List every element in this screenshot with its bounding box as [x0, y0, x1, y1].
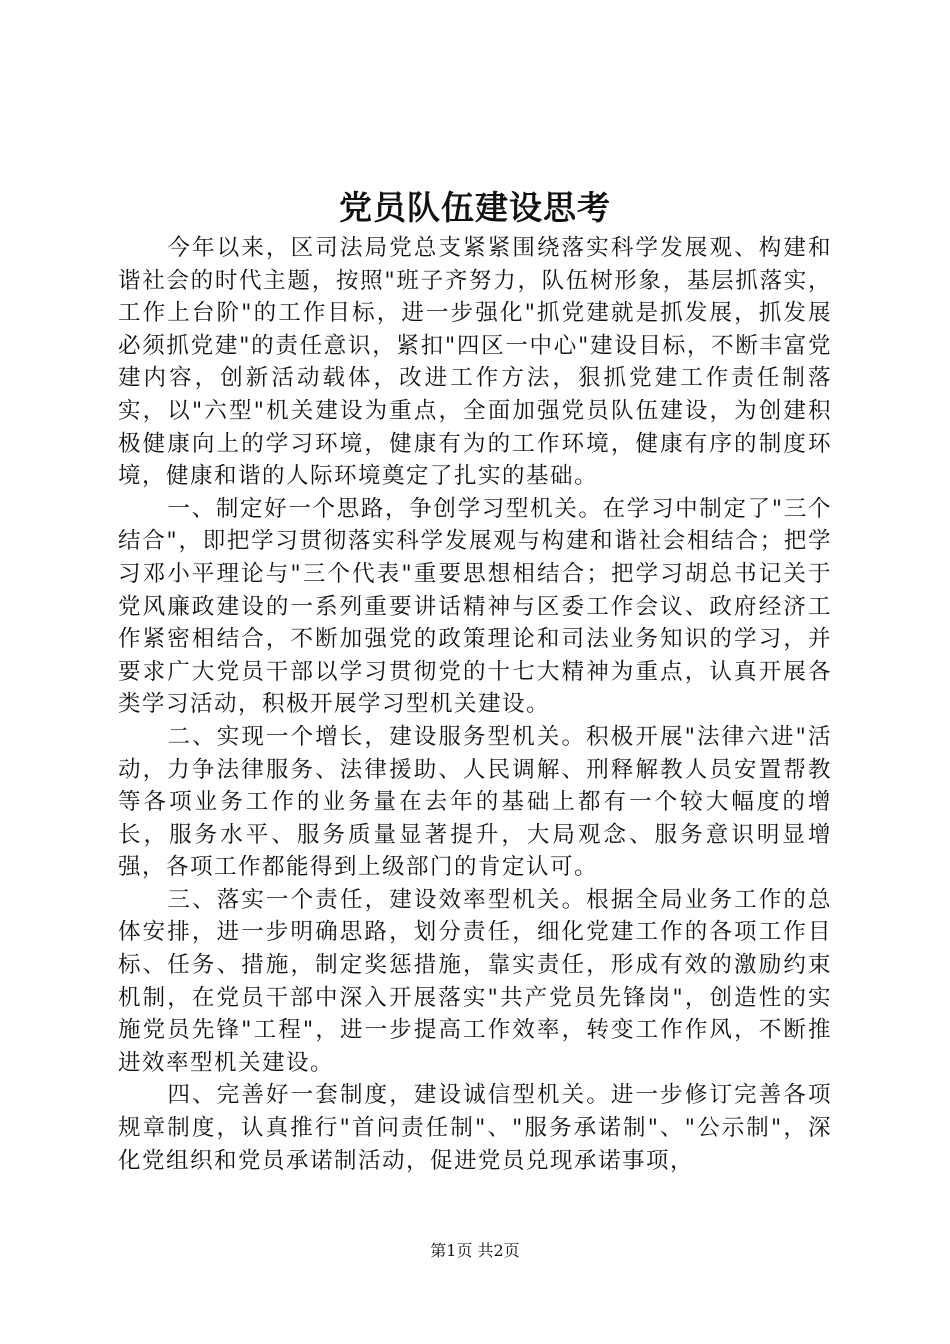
section-three-paragraph: 三、落实一个责任，建设效率型机关。根据全局业务工作的总体安排，进一步明确思路，划分责任，细化党建工作的各项工作目标、任务、措施，制定奖惩措施，靠实责任，形成有效的激励约束机制，在党员干部中深入开展落实"共产党员先锋岗"，创造性的实施党员先锋"工程"，进一步提高工作效率，转变工作作风，不断推进效率型机关建设。 — [118, 886, 832, 1076]
section-two-paragraph: 二、实现一个增长，建设服务型机关。积极开展"法律六进"活动，力争法律服务、法律援助、人民调解、刑释解教人员安置帮教等各项业务工作的业务量在去年的基础上都有一个较大幅度的增长，服务水平、服务质量显著提升，大局观念、服务意识明显增强，各项工作都能得到上级部门的肯定认可。 — [118, 723, 832, 881]
section-four-paragraph: 四、完善好一套制度，建设诚信型机关。进一步修订完善各项规章制度，认真推行"首问责任制"、"服务承诺制"、"公示制"，深化党组织和党员承诺制活动，促进党员兑现承诺事项， — [118, 1082, 832, 1174]
section-one-paragraph: 一、制定好一个思路，争创学习型机关。在学习中制定了"三个结合"，即把学习贯彻落实科学发展观与构建和谐社会相结合；把学习邓小平理论与"三个代表"重要思想相结合；把学习胡总书记关于党风廉政建设的一系列重要讲话精神与区委工作会议、政府经济工作紧密相结合，不断加强党的政策理论和司法业务知识的学习，并要求广大党员干部以学习贯彻党的十七大精神为重点，认真开展各类学习活动，积极开展学习型机关建设。 — [118, 495, 832, 718]
page-footer: 第1页 共2页 — [430, 1241, 520, 1260]
intro-paragraph: 今年以来，区司法局党总支紧紧围绕落实科学发展观、构建和谐社会的时代主题，按照"班子齐努力，队伍树形象，基层抓落实，工作上台阶"的工作目标，进一步强化"抓党建就是抓发展，抓发展必须抓党建"的责任意识，紧扣"四区一中心"建设目标，不断丰富党建内容，创新活动载体，改进工作方法，狠抓党建工作责任制落实，以"六型"机关建设为重点，全面加强党员队伍建设，为创建积极健康向上的学习环境，健康有为的工作环境，健康有序的制度环境，健康和谐的人际环境奠定了扎实的基础。 — [118, 235, 832, 490]
document-title: 党员队伍建设思考 — [339, 188, 611, 227]
document-body — [118, 232, 832, 1177]
